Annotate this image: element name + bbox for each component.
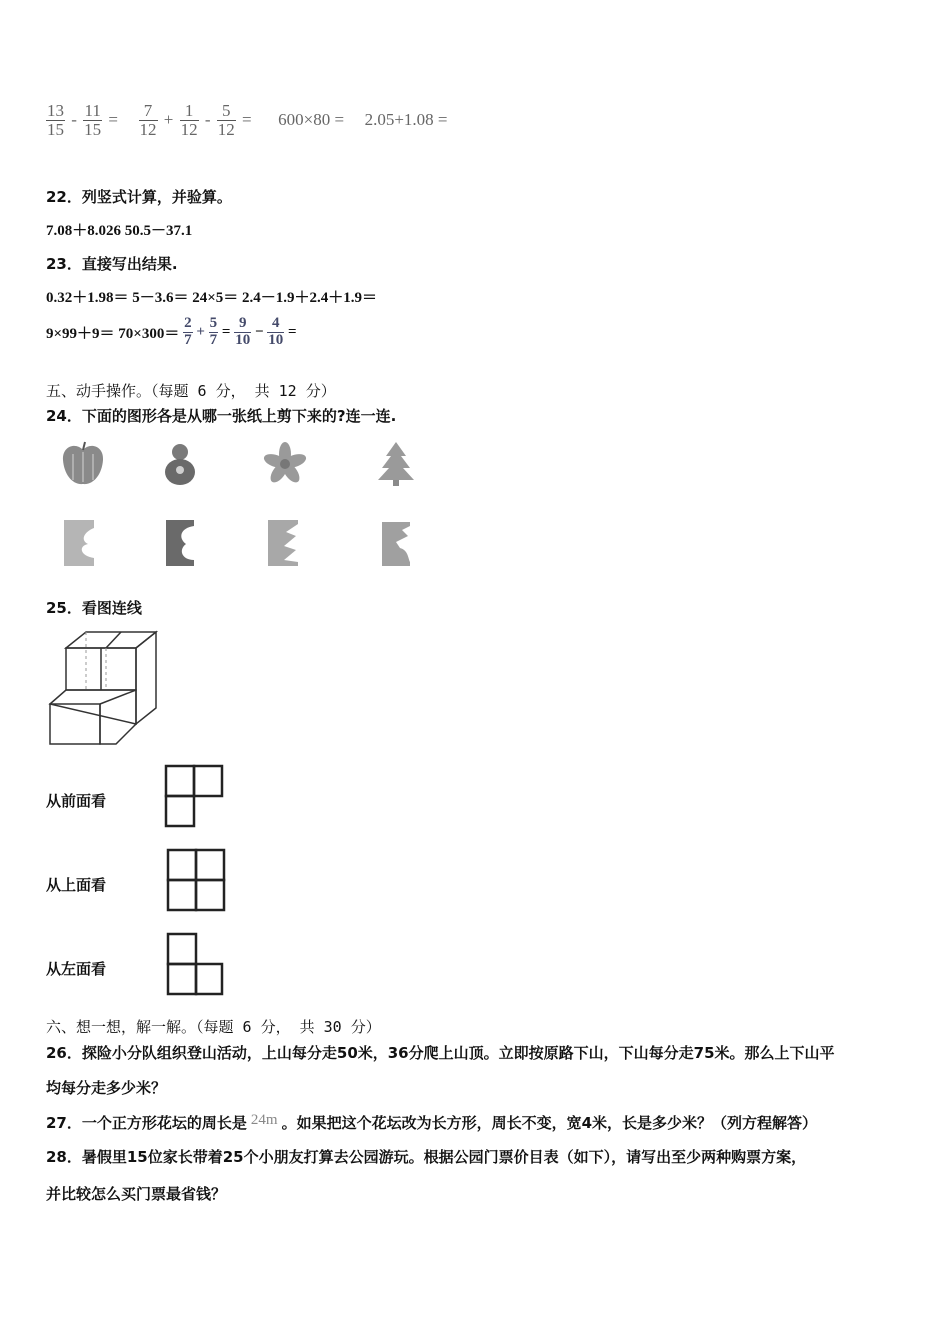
equals: = (288, 323, 297, 340)
q28-line2: 并比较怎么买门票最省钱？ (46, 1185, 227, 1203)
q21-expression-row (46, 102, 450, 139)
q22-title: 22．列竖式计算，并验算。 (46, 188, 232, 206)
q26-line2: 均每分走多少米？ (46, 1079, 167, 1097)
paper-cut-3-image (266, 518, 302, 568)
operator: - (71, 110, 77, 130)
operator: − (254, 323, 264, 340)
fraction: $\frac{7}{12}$ (139, 101, 157, 139)
apple-shape-image (58, 440, 108, 490)
expression: 2.05+1.08 = (364, 110, 448, 130)
q24-title: 24．下面的图形各是从哪一张纸上剪下来的?连一连. (46, 407, 397, 425)
paper-cut-2-image (162, 518, 198, 568)
paper-cut-1-image (62, 518, 98, 568)
fraction: $\frac{1}{12}$ (180, 101, 198, 139)
q23-line1: 0.32＋1.98＝ 5－3.6＝ 24×5＝ 2.4－1.9＋2.4＋1.9＝ (46, 290, 378, 306)
view-label-top: 从上面看 (46, 876, 107, 894)
view-label-front: 从前面看 (46, 792, 107, 810)
view-label-left: 从左面看 (46, 960, 107, 978)
equals: = (242, 110, 252, 130)
fraction: $\frac{2}{7}$ (184, 315, 192, 348)
left-view-grid-image (166, 932, 226, 996)
section5-title: 五、动手操作。（每题 6 分， 共 12 分） (46, 382, 336, 400)
q27-after: 。如果把这个花坛改为长方形，周长不变，宽4米，长是多少米？（列方程解答） (281, 1114, 818, 1132)
paper-cut-4-image (378, 518, 414, 568)
equals: = (221, 323, 231, 340)
expression: 600×80 = (278, 110, 345, 130)
front-view-grid-image (164, 764, 224, 828)
q26-line1: 26．探险小分队组织登山活动，上山每分走50米，36分爬上山顶。立即按原路下山，下山每分走75米。那么上下山平 (46, 1044, 835, 1062)
expression: 9×99＋9＝ 70×300＝ (46, 325, 180, 342)
stacked-cubes-image (46, 628, 158, 746)
fraction: $\frac{4}{10}$ (268, 315, 284, 348)
fraction: $\frac{5}{7}$ (209, 315, 218, 348)
q27-unit: 24m (250, 1112, 278, 1128)
q23-line2 (46, 316, 297, 349)
q28-line1: 28．暑假里15位家长带着25个小朋友打算去公园游玩。根据公园门票价目表（如下），请写出至少两种购票方案， (46, 1148, 807, 1166)
operator: + (196, 323, 205, 340)
fraction: $\frac{13}{15}$ (47, 101, 64, 139)
q22-expressions: 7.08＋8.026 50.5－37.1 (46, 223, 193, 239)
equals: = (108, 110, 119, 130)
q23-title: 23．直接写出结果. (46, 255, 178, 273)
q25-title: 25．看图连线 (46, 599, 142, 617)
fraction: $\frac{11}{15}$ (84, 101, 102, 139)
q27-text (46, 1112, 817, 1133)
operator: + (163, 110, 174, 130)
q27-before: 27．一个正方形花坛的周长是 (46, 1114, 247, 1132)
section6-title: 六、想一想，解一解。（每题 6 分， 共 30 分） (46, 1018, 381, 1036)
top-view-grid-image (166, 848, 226, 912)
fraction: $\frac{5}{12}$ (217, 101, 235, 139)
operator: - (204, 110, 211, 130)
flower-shape-image (263, 442, 307, 486)
gourd-shape-image (160, 440, 200, 490)
fraction: $\frac{9}{10}$ (235, 315, 251, 348)
pine-tree-shape-image (374, 440, 418, 488)
